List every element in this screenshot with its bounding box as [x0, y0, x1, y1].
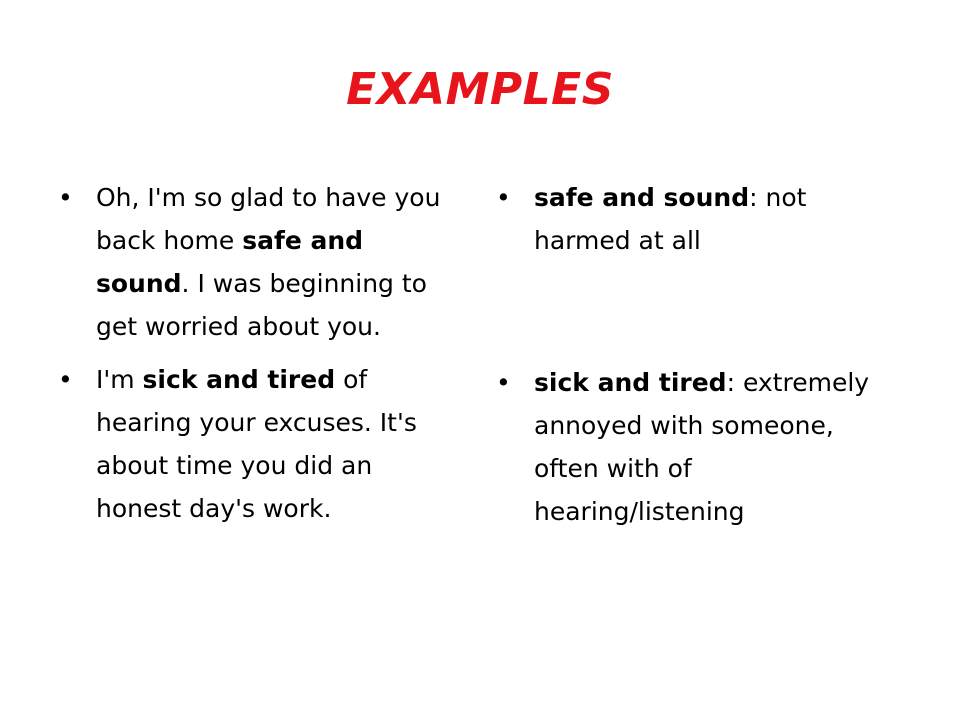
definitions-column — [494, 176, 886, 533]
idiom-term: safe and sound — [534, 183, 750, 212]
sentence-text-after: . I was beginning to get worried about you. — [96, 269, 427, 341]
examples-column — [56, 176, 456, 530]
bullet-icon: • — [496, 368, 511, 397]
example-sentence-safe-and-sound — [56, 176, 456, 348]
definition-safe-and-sound — [494, 176, 886, 262]
idiom-highlight: sick and tired — [142, 365, 336, 394]
idiom-term: sick and tired — [534, 368, 727, 397]
bullet-icon: • — [58, 183, 73, 212]
idiom-highlight: safe and sound — [96, 226, 364, 298]
sentence-text-after: of hearing your excuses. It's about time you did an honest day's work. — [96, 365, 417, 523]
sentence-text-before: Oh, I'm so glad to have you back home — [96, 183, 441, 255]
example-sentence-sick-and-tired — [56, 358, 456, 530]
sentence-text-before: I'm — [96, 365, 143, 394]
definition-sick-and-tired — [494, 361, 886, 533]
definition-text: : not harmed at all — [534, 183, 807, 255]
definition-text: : extremely annoyed with someone, often with of hearing/listening — [534, 368, 870, 526]
slide-title: EXAMPLES — [346, 64, 614, 115]
bullet-icon: • — [496, 183, 511, 212]
bullet-icon: • — [58, 365, 73, 394]
